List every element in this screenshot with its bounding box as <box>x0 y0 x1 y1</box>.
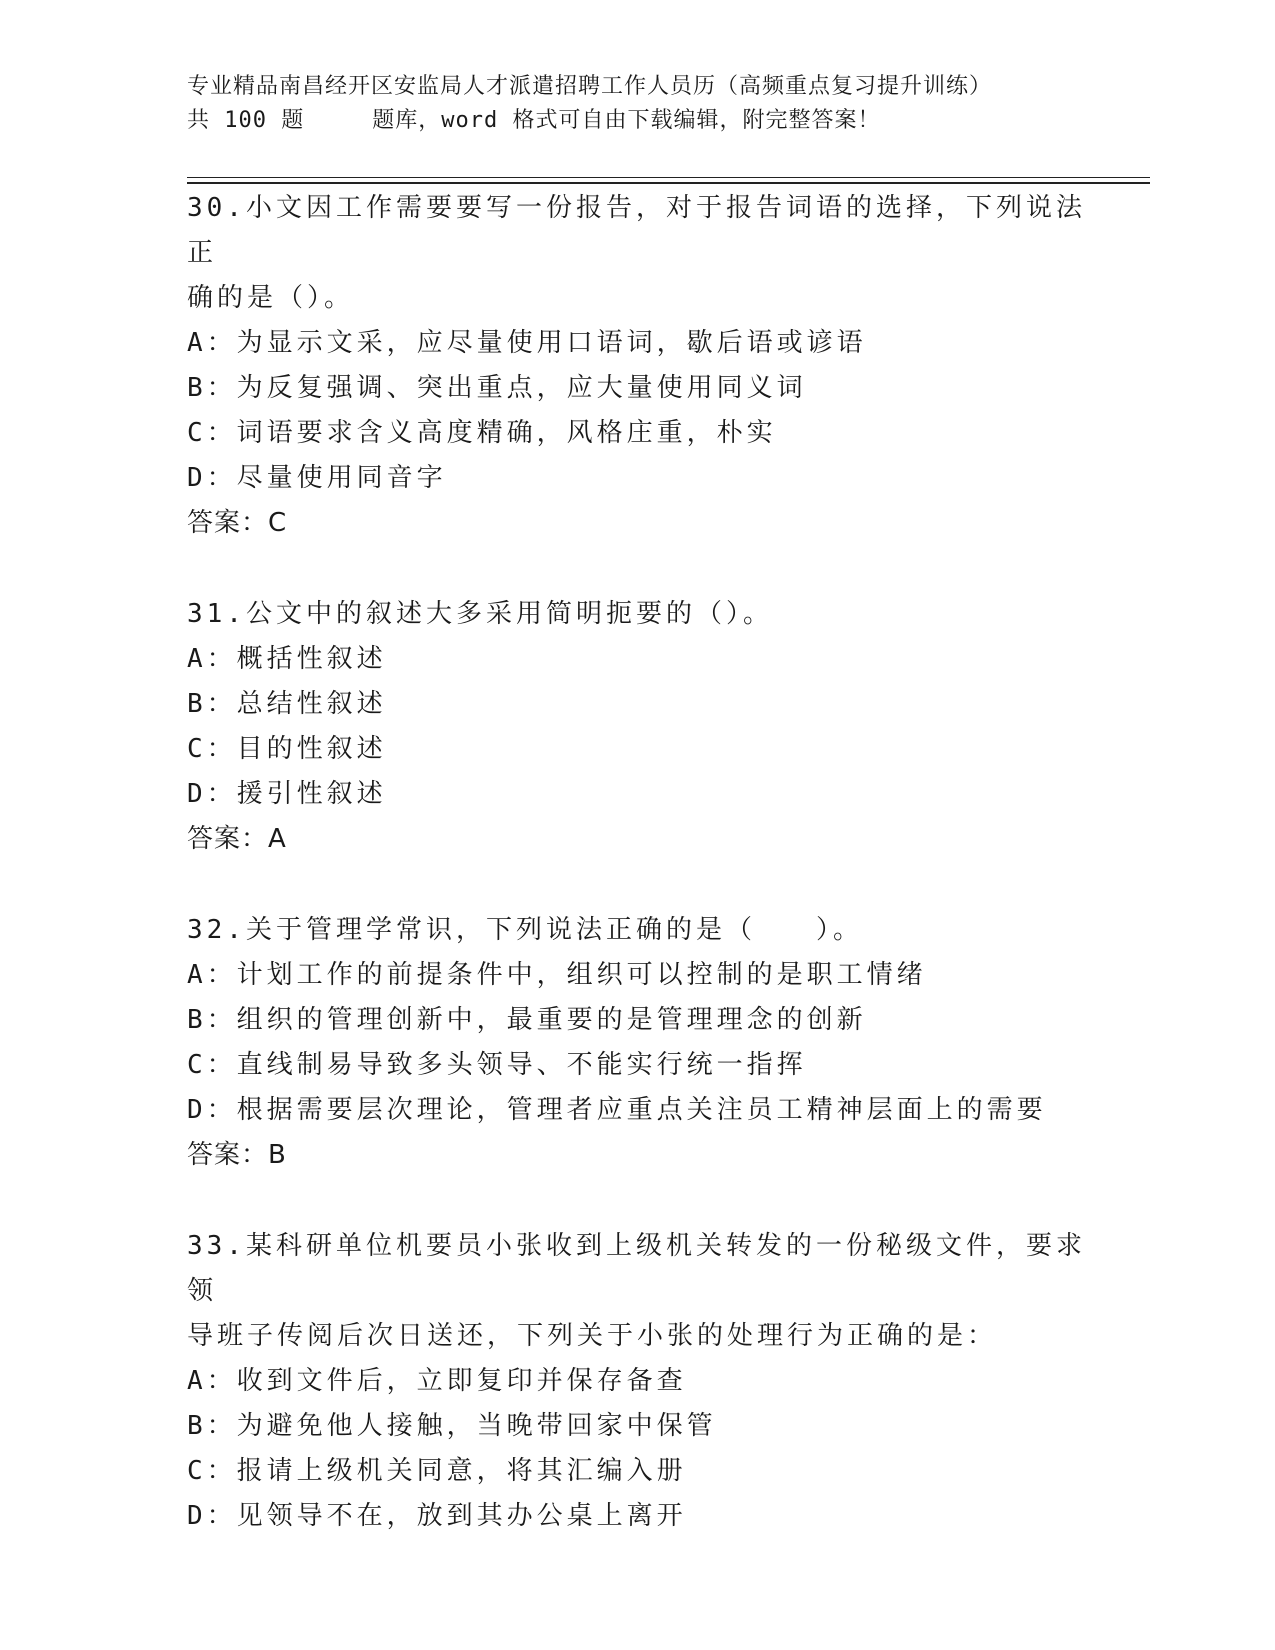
header-title-line1: 专业精品南昌经开区安监局人才派遣招聘工作人员历（高频重点复习提升训练） <box>187 74 993 99</box>
document-header <box>187 70 1147 138</box>
header-divider-thin <box>187 177 1150 178</box>
question-30 <box>187 186 1087 546</box>
option-d: D：根据需要层次理论，管理者应重点关注员工精神层面上的需要 <box>187 1095 1047 1125</box>
option-b: B：为反复强调、突出重点，应大量使用同义词 <box>187 373 807 403</box>
option-c: C：目的性叙述 <box>187 734 387 764</box>
question-31 <box>187 592 1087 862</box>
question-stem-line: 30.小文因工作需要要写一份报告，对于报告词语的选择，下列说法正 <box>187 193 1086 268</box>
option-d: D：尽量使用同音字 <box>187 463 447 493</box>
question-32 <box>187 908 1087 1178</box>
option-a: A：收到文件后，立即复印并保存备查 <box>187 1366 687 1396</box>
question-stem-line: 33.某科研单位机要员小张收到上级机关转发的一份秘级文件，要求领 <box>187 1231 1086 1306</box>
question-list <box>187 186 1087 1585</box>
header-subtitle: 题库，word 格式可自由下载编辑，附完整答案！ <box>372 108 881 133</box>
option-d: D：援引性叙述 <box>187 779 387 809</box>
option-a: A：为显示文采，应尽量使用口语词，歇后语或谚语 <box>187 328 867 358</box>
question-stem-line: 确的是（）。 <box>187 283 355 313</box>
question-stem-line: 31.公文中的叙述大多采用简明扼要的（）。 <box>187 599 773 629</box>
answer: 答案：B <box>187 1140 287 1170</box>
question-33 <box>187 1224 1087 1539</box>
option-c: C：报请上级机关同意，将其汇编入册 <box>187 1456 687 1486</box>
question-stem-line: 32.关于管理学常识，下列说法正确的是（ ）。 <box>187 915 863 945</box>
header-title-line2 <box>187 104 1147 138</box>
option-a: A：概括性叙述 <box>187 644 387 674</box>
answer: 答案：A <box>187 824 287 854</box>
option-c: C：词语要求含义高度精确，风格庄重，朴实 <box>187 418 777 448</box>
answer: 答案：C <box>187 508 288 538</box>
option-b: B：为避免他人接触，当晚带回家中保管 <box>187 1411 717 1441</box>
question-count: 共 100 题 <box>187 108 305 133</box>
option-c: C：直线制易导致多头领导、不能实行统一指挥 <box>187 1050 807 1080</box>
option-a: A：计划工作的前提条件中，组织可以控制的是职工情绪 <box>187 960 927 990</box>
question-stem-line: 导班子传阅后次日送还，下列关于小张的处理行为正确的是： <box>187 1321 998 1351</box>
header-divider-thick <box>187 182 1150 184</box>
option-b: B：总结性叙述 <box>187 689 387 719</box>
option-d: D：见领导不在，放到其办公桌上离开 <box>187 1501 687 1531</box>
option-b: B：组织的管理创新中，最重要的是管理理念的创新 <box>187 1005 867 1035</box>
